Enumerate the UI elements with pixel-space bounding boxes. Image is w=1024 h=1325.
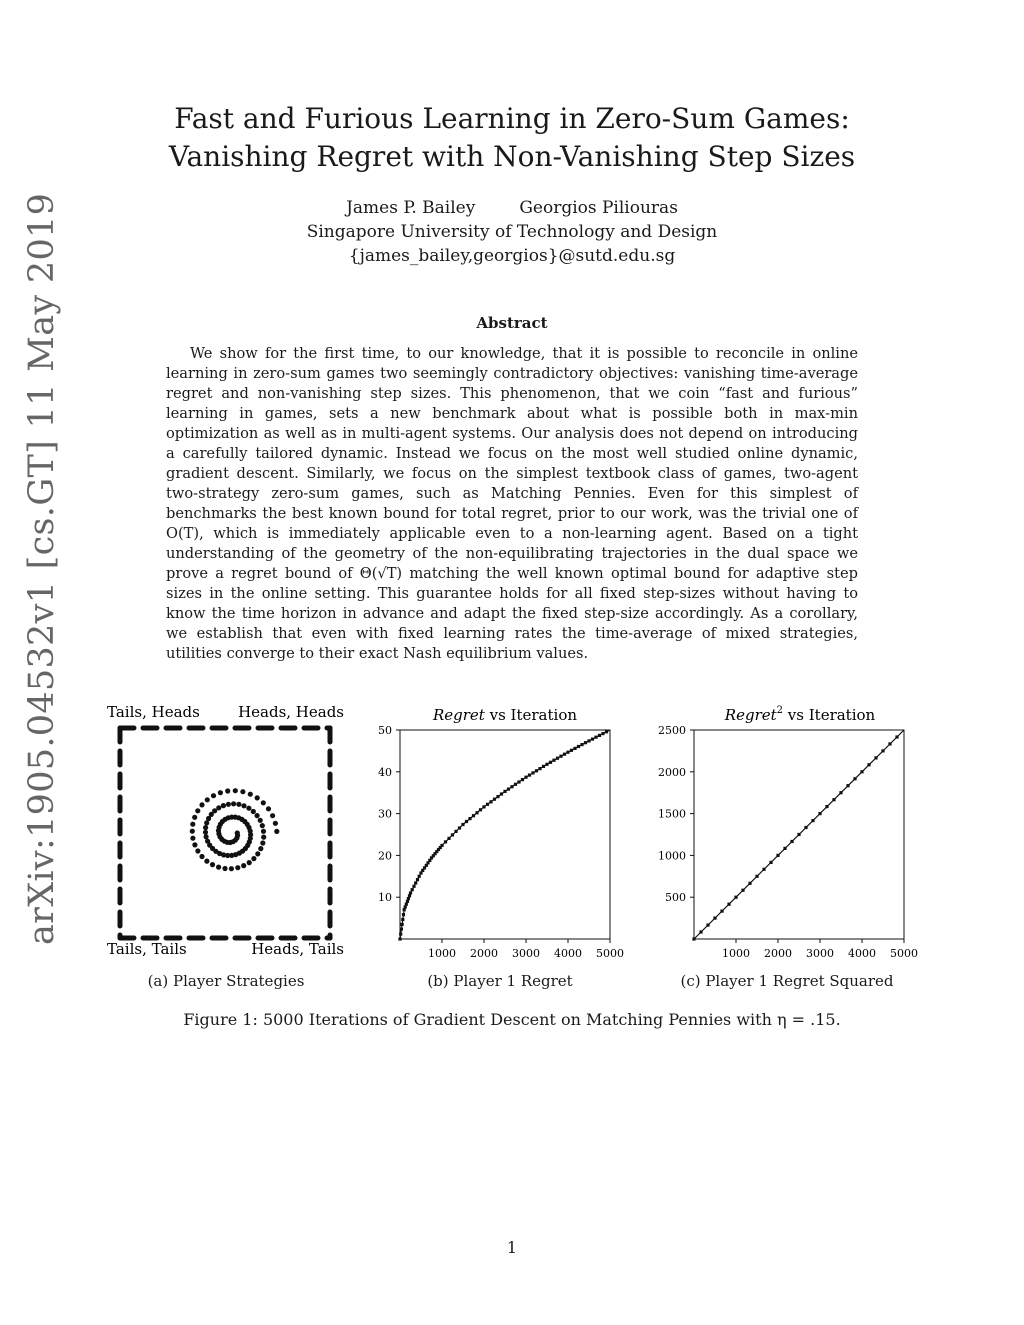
page-number: 1: [506, 1238, 518, 1257]
strategy-point: [235, 865, 240, 870]
series-marker: [706, 924, 709, 927]
regret-squared-plot-title: [724, 705, 876, 724]
series-marker: [451, 833, 454, 836]
series-marker: [783, 847, 786, 850]
series-marker: [734, 896, 737, 899]
strategy-point: [260, 840, 265, 845]
series-marker: [493, 798, 496, 801]
series-marker: [846, 784, 849, 787]
y-tick-label: 10: [378, 891, 392, 905]
series-marker: [465, 820, 468, 823]
series-marker: [406, 900, 409, 903]
regret-plot-title-rest: vs Iteration: [484, 706, 578, 724]
series-marker: [461, 823, 464, 826]
y-tick-label: 1500: [658, 807, 686, 821]
series-marker: [486, 803, 489, 806]
series-marker: [762, 868, 765, 871]
series-marker: [538, 767, 541, 770]
series-marker: [528, 774, 531, 777]
x-tick-label: 4000: [554, 947, 582, 960]
arxiv-stamp: arXiv:1905.04532v1 [cs.GT] 11 May 2019: [22, 192, 62, 945]
series-marker: [401, 923, 404, 926]
strategy-point: [226, 802, 231, 807]
series-marker: [853, 777, 856, 780]
series-marker: [510, 785, 513, 788]
strategy-point: [199, 802, 204, 807]
series-marker: [601, 732, 604, 735]
y-tick-label: 50: [378, 724, 392, 737]
series-marker: [531, 771, 534, 774]
regret-squared-title-sup: 2: [776, 705, 784, 716]
series-marker: [545, 763, 548, 766]
regret-chart-marks: [378, 724, 624, 960]
series-marker: [454, 830, 457, 833]
x-tick-label: 2000: [470, 947, 498, 960]
strategy-point: [192, 815, 197, 820]
strategy-point: [216, 865, 221, 870]
x-tick-label: 3000: [512, 947, 540, 960]
strategy-point: [229, 866, 234, 871]
series-marker: [580, 743, 583, 746]
series-marker: [867, 763, 870, 766]
strategy-point: [218, 790, 223, 795]
series-marker: [542, 765, 545, 768]
author-2: Georgios Piliouras: [519, 198, 678, 218]
abstract-body: We show for the first time, to our knowledge, that it is possible to reconcile in online learning in zero-sum games two seemingly contradictory objectives: vanishing time-average regret and non-vanishing step sizes. This phenomenon, that we coin “fast and furious” learning in games, sets a new benchmark about what is possible both in max-min optimization as well as in multi-agent systems. Our analysis does not depend on introducing a carefully tailored dynamic. Instead we focus on the most well studied online dynamic, gradient descent. Similarly, we focus on the simplest textbook class of games, two-agent two-strategy zero-sum games, such as Matching Pennies. Even for this simplest of benchmarks the best known bound for total regret, prior to our work, was the trivial one of O(T), which is immediately applicable even to a non-learning agent. Based on a tight understanding of the geometry of the non-equilibrating trajectories in the dual space we prove a regret bound of Θ(√T) matching the well known optimal bound for adaptive step sizes in the online setting. This guarantee holds for all fixed step-sizes without having to know the time horizon in advance and adapt the fixed step-size accordingly. As a corollary, we establish that even with fixed learning rates the time-average of mixed strategies, utilities converge to their exact Nash equilibrium values.: [166, 345, 858, 662]
series-marker: [472, 814, 475, 817]
strategy-point: [195, 808, 200, 813]
strategy-point: [261, 835, 266, 840]
series-marker: [573, 747, 576, 750]
series-marker: [570, 749, 573, 752]
series-marker: [517, 780, 520, 783]
series-marker: [444, 840, 447, 843]
series-marker: [895, 735, 898, 738]
series-marker: [874, 756, 877, 759]
paper-title-line-2: Vanishing Regret with Non-Vanishing Step Sizes: [168, 140, 856, 173]
strategy-point: [240, 789, 245, 794]
series-marker: [407, 897, 410, 900]
series-marker: [416, 878, 419, 881]
strategy-point: [190, 822, 195, 827]
strategy-point: [258, 846, 263, 851]
series-marker: [549, 761, 552, 764]
strategy-point: [199, 854, 204, 859]
strategy-point: [274, 829, 279, 834]
corner-label-top-left: Tails, Heads: [107, 703, 200, 721]
strategy-point: [192, 842, 197, 847]
strategy-point: [246, 806, 251, 811]
series-marker: [496, 795, 499, 798]
series-marker: [556, 757, 559, 760]
series-marker: [591, 738, 594, 741]
strategy-point: [203, 830, 208, 835]
series-marker: [500, 792, 503, 795]
series-marker: [748, 882, 751, 885]
series-marker: [598, 734, 601, 737]
series-marker: [720, 910, 723, 913]
strategy-point: [210, 862, 215, 867]
strategy-point: [255, 795, 260, 800]
series-marker: [839, 791, 842, 794]
regret-squared-title-italic: Regret: [724, 706, 777, 724]
series-marker: [479, 808, 482, 811]
x-tick-label: 5000: [596, 947, 624, 960]
strategy-point: [205, 797, 210, 802]
series-marker: [507, 788, 510, 791]
player-strategies-plot: [104, 700, 348, 965]
affiliation: Singapore University of Technology and Design: [306, 222, 718, 242]
corner-label-bottom-left: Tails, Tails: [107, 940, 187, 958]
strategy-point: [236, 802, 241, 807]
strategy-point: [255, 851, 260, 856]
strategy-point: [261, 829, 266, 834]
authors: [0, 198, 1024, 218]
series-marker: [605, 730, 608, 733]
series-marker: [402, 913, 405, 916]
strategy-point: [195, 848, 200, 853]
series-marker: [811, 819, 814, 822]
regret-plot: [360, 700, 630, 965]
series-marker: [524, 776, 527, 779]
x-tick-label: 1000: [722, 947, 750, 960]
series-marker: [440, 844, 443, 847]
abstract-heading: Abstract: [476, 314, 548, 332]
series-marker: [566, 751, 569, 754]
panel-a: [104, 700, 348, 965]
x-tick-label: 2000: [764, 947, 792, 960]
panel-c: [650, 700, 924, 965]
series-marker: [535, 769, 538, 772]
strategy-trajectory: [120, 728, 330, 938]
series-marker: [776, 854, 779, 857]
strategy-point: [273, 821, 278, 826]
y-tick-label: 2000: [658, 765, 686, 779]
series-marker: [741, 889, 744, 892]
series-marker: [825, 805, 828, 808]
series-marker: [755, 875, 758, 878]
x-tick-label: 4000: [848, 947, 876, 960]
strategy-point: [221, 803, 226, 808]
panel-b-caption: (b) Player 1 Regret: [427, 972, 573, 990]
regret-squared-plot: [650, 700, 924, 965]
series-marker: [860, 770, 863, 773]
figure-caption: Figure 1: 5000 Iterations of Gradient Descent on Matching Pennies with η = .15.: [183, 1010, 841, 1029]
series-marker: [399, 933, 402, 936]
panel-b: [360, 700, 630, 965]
strategy-point: [270, 813, 275, 818]
series-marker: [552, 759, 555, 762]
strategy-point: [251, 856, 256, 861]
strategy-point: [216, 805, 221, 810]
series-marker: [790, 840, 793, 843]
series-marker: [418, 875, 421, 878]
corner-label-top-right: Heads, Heads: [238, 703, 344, 721]
y-tick-label: 1000: [658, 849, 686, 863]
series-marker: [408, 894, 411, 897]
regret-squared-chart-marks: [658, 724, 918, 960]
x-tick-label: 5000: [890, 947, 918, 960]
strategy-point: [241, 803, 246, 808]
corner-label-bottom-right: Heads, Tails: [251, 940, 344, 958]
panel-a-caption: (a) Player Strategies: [147, 972, 305, 990]
series-marker: [797, 833, 800, 836]
series-marker: [699, 930, 702, 933]
strategy-point: [231, 801, 236, 806]
strategy-point: [255, 813, 260, 818]
strategy-point: [248, 792, 253, 797]
strategy-point: [241, 863, 246, 868]
series-marker: [587, 739, 590, 742]
x-tick-label: 1000: [428, 947, 456, 960]
strategy-point: [222, 866, 227, 871]
series-marker: [559, 755, 562, 758]
series-line: [400, 730, 610, 939]
series-marker: [503, 790, 506, 793]
strategy-point: [211, 793, 216, 798]
strategy-point: [266, 806, 271, 811]
series-marker: [398, 937, 401, 940]
series-marker: [400, 928, 403, 931]
series-marker: [409, 891, 412, 894]
series-marker: [414, 881, 417, 884]
regret-plot-title: [432, 706, 577, 724]
y-tick-label: 2500: [658, 724, 686, 737]
series-marker: [832, 798, 835, 801]
series-marker: [412, 885, 415, 888]
series-marker: [489, 800, 492, 803]
series-marker: [404, 905, 407, 908]
series-marker: [475, 811, 478, 814]
paper-title-line-1: Fast and Furious Learning in Zero-Sum Games:: [174, 102, 850, 135]
series-marker: [577, 745, 580, 748]
email: {james_bailey,georgios}@sutd.edu.sg: [348, 246, 676, 266]
series-marker: [401, 918, 404, 921]
regret-squared-title-rest: vs Iteration: [783, 706, 876, 724]
series-marker: [521, 778, 524, 781]
strategy-point: [203, 825, 208, 830]
strategy-point: [233, 788, 238, 793]
series-marker: [584, 741, 587, 744]
series-marker: [727, 903, 730, 906]
series-marker: [405, 903, 408, 906]
strategy-point: [258, 818, 263, 823]
series-marker: [818, 812, 821, 815]
series-marker: [769, 861, 772, 864]
series-marker: [692, 937, 695, 940]
strategy-point: [260, 823, 265, 828]
y-tick-label: 40: [378, 765, 392, 779]
strategy-point: [204, 834, 209, 839]
series-marker: [468, 817, 471, 820]
y-tick-label: 20: [378, 849, 392, 863]
strategy-point: [251, 809, 256, 814]
series-marker: [881, 749, 884, 752]
regret-plot-title-italic: Regret: [432, 706, 485, 724]
series-marker: [804, 826, 807, 829]
strategy-point: [261, 800, 266, 805]
plot-frame: [400, 730, 610, 939]
strategy-point: [204, 859, 209, 864]
series-marker: [458, 826, 461, 829]
author-1: James P. Bailey: [346, 198, 476, 218]
series-marker: [514, 783, 517, 786]
series-marker: [482, 805, 485, 808]
strategy-point: [225, 788, 230, 793]
series-marker: [888, 742, 891, 745]
series-marker: [563, 753, 566, 756]
strategy-point: [190, 829, 195, 834]
x-tick-label: 3000: [806, 947, 834, 960]
series-marker: [411, 888, 414, 891]
panel-c-caption: (c) Player 1 Regret Squared: [680, 972, 894, 990]
y-tick-label: 500: [665, 891, 686, 905]
series-marker: [447, 837, 450, 840]
strategy-point: [190, 836, 195, 841]
y-tick-label: 30: [378, 807, 392, 821]
strategy-point: [247, 860, 252, 865]
series-marker: [713, 917, 716, 920]
series-marker: [594, 736, 597, 739]
